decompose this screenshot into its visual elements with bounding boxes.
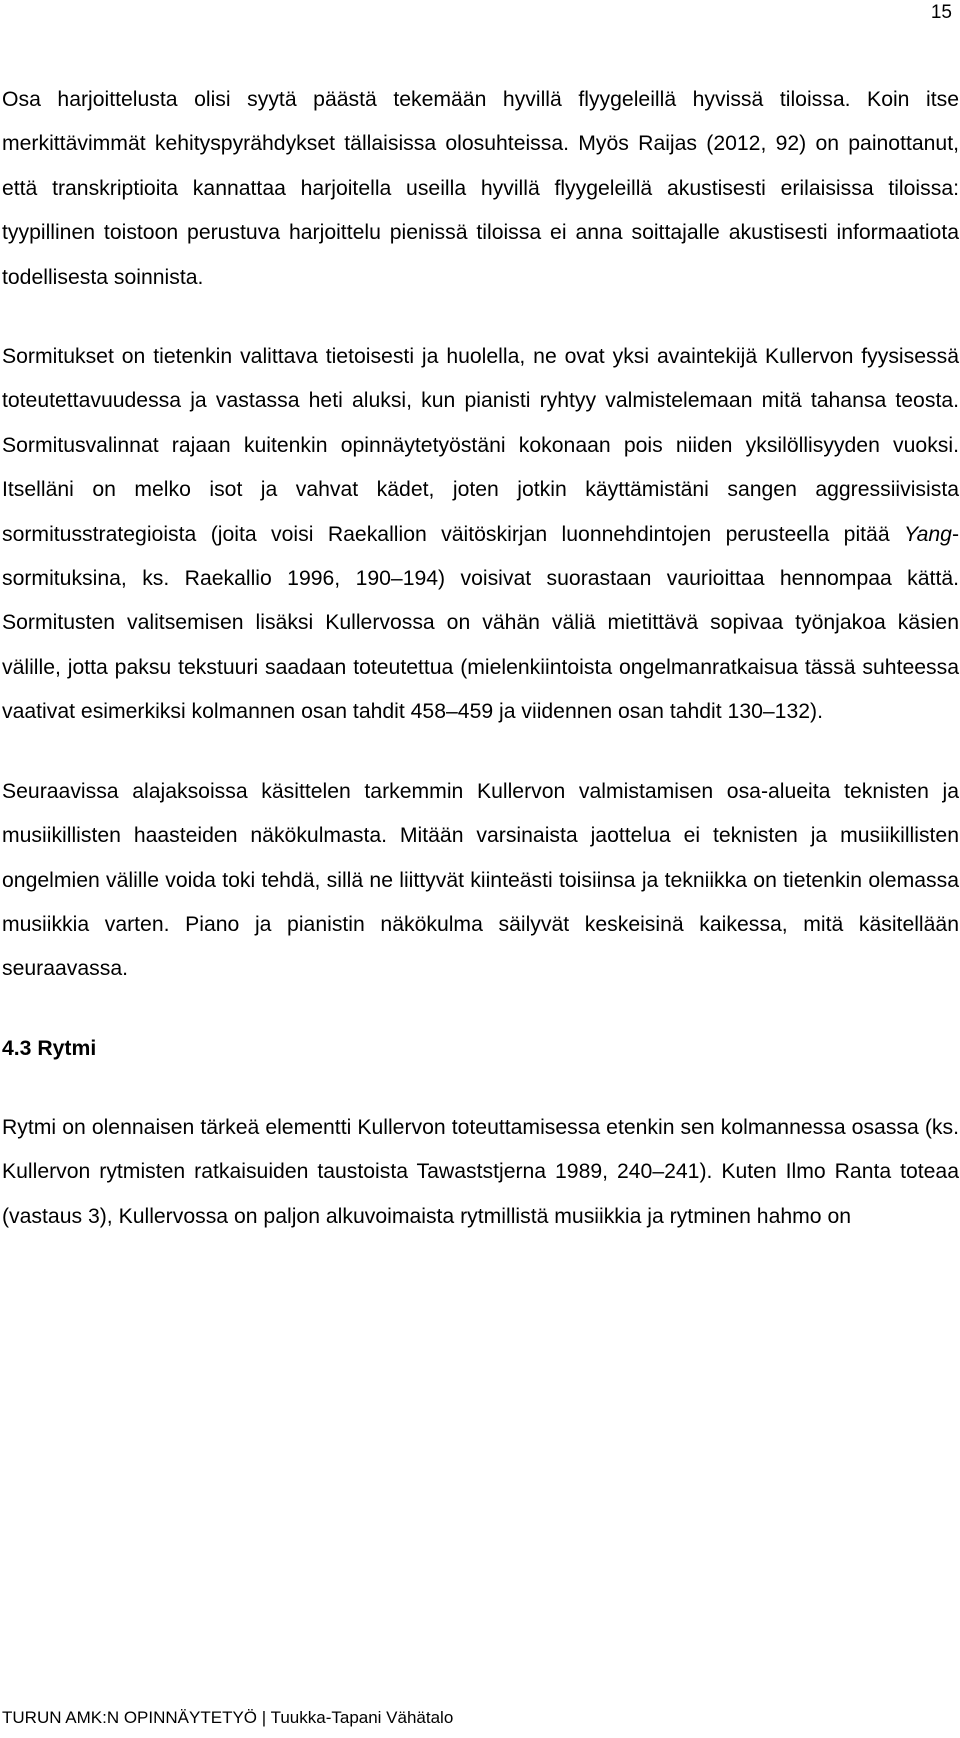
page-footer: TURUN AMK:N OPINNÄYTETYÖ | Tuukka-Tapani Vähätalo — [2, 1708, 454, 1727]
paragraph-fingerings-part2: -sormituksina, ks. Raekallio 1996, 190–194) voisivat suorastaan vaurioittaa hennompaa kättä. Sormitusten valitsemisen lisäksi Kullervossa on vähän väliä mietittävä sopivaa työnjakoa käsien välille, jotta paksu tekstuuri saadaan toteutettua (mielenkiintoista ongelmanratkaisua tässä suhteessa vaativat esimerkiksi kolmannen osan tahdit 458–459 ja viidennen osan tahdit 130–132). — [2, 522, 959, 724]
paragraph-fingerings — [2, 335, 959, 735]
paragraph-rhythm: Rytmi on olennaisen tärkeä elementti Kullervon toteuttamisessa etenkin sen kolmannessa osassa (ks. Kullervon rytmisten ratkaisuiden taustoista Tawaststjerna 1989, 240–241). Kuten Ilmo Ranta toteaa (vastaus 3), Kullervossa on paljon alkuvoimaista rytmillistä musiikkia ja rytminen hahmo on — [2, 1115, 959, 1228]
paragraph-practice-halls: Osa harjoittelusta olisi syytä päästä tekemään hyvillä flyygeleillä hyvissä tiloissa. Koin itse merkittävimmät kehityspyrähdykset tällaisissa olosuhteissa. Myös Raijas (2012, 92) on painottanut, että transkriptioita kannattaa harjoitella useilla hyvillä flyygeleillä akustisesti erilaisissa tiloissa: tyypillinen toistoon perustuva harjoittelu pienissä tiloissa ei anna soittajalle akustisesti informaatiota todellisesta soinnista. — [2, 88, 959, 289]
page-number: 15 — [930, 2, 952, 23]
paragraph-fingerings-part1: Sormitukset on tietenkin valittava tietoisesti ja huolella, ne ovat yksi avaintekijä Kullervon fyysisessä toteutettavuudessa ja vastassa heti aluksi, kun pianisti ryhtyy valmistelemaan mitä tahansa teosta. Sormitusvalinnat rajaan kuitenkin opinnäytetyöstäni kokonaan pois niiden yksilöllisyyden vuoksi. Itselläni on melko isot ja vahvat kädet, joten jotkin käyttämistäni sangen aggressiivisista sormitusstrategioista (joita voisi Raekallion väitöskirjan luonnehdintojen perusteella pitää — [2, 345, 959, 546]
yang-term: Yang — [904, 522, 952, 546]
document-body — [2, 78, 959, 1239]
section-heading: 4.3 Rytmi — [2, 1036, 97, 1060]
paragraph-subsections-intro: Seuraavissa alajaksoissa käsittelen tarkemmin Kullervon valmistamisen osa-alueita teknisten ja musiikillisten haasteiden näkökulmasta. Mitään varsinaista jaottelua ei teknisten ja musiikillisten ongelmien välille voida toki tehdä, sillä ne liittyvät kiinteästi toisiinsa ja tekniikka on tietenkin olemassa musiikkia varten. Piano ja pianistin näkökulma säilyvät keskeisinä kaikessa, mitä käsitellään seuraavassa. — [2, 779, 959, 981]
